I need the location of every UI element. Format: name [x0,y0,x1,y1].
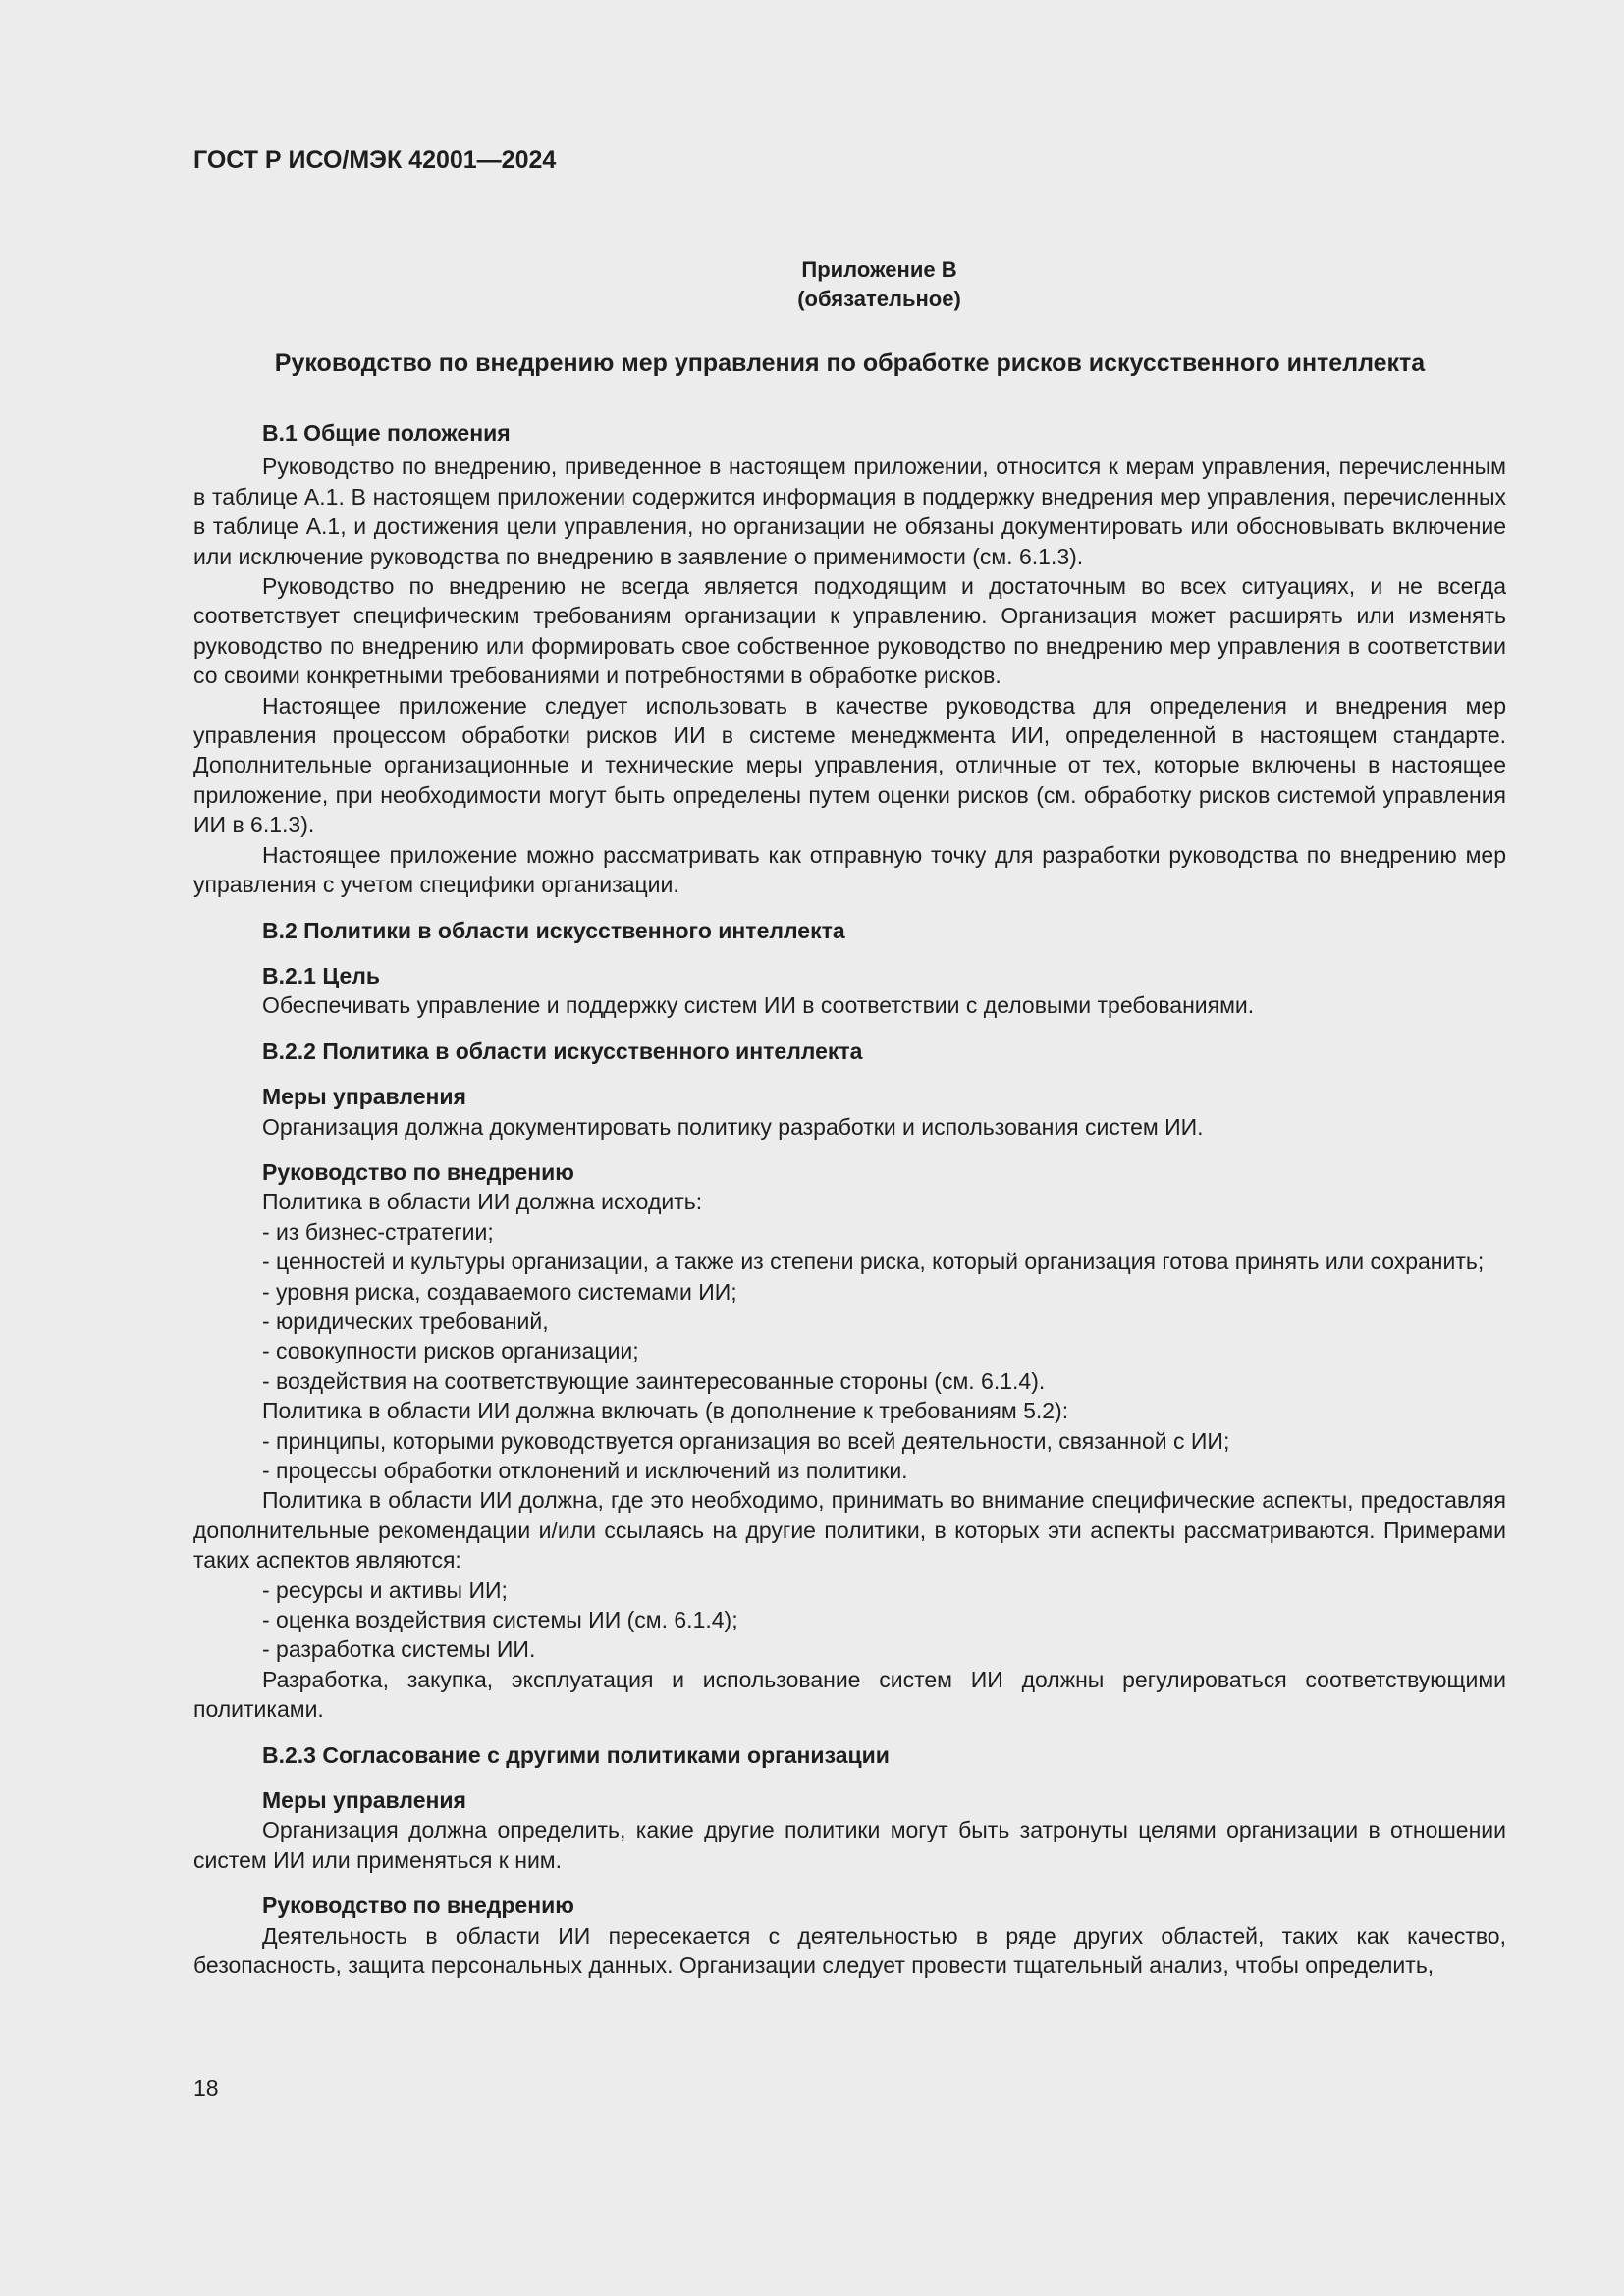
list-item: - ресурсы и активы ИИ; [262,1576,508,1603]
paragraph: Организация должна документировать политику разработки и использования систем ИИ. [262,1113,1204,1140]
annex-status: (обязательное) [797,287,961,311]
guidance-label: Руководство по внедрению [262,1158,574,1185]
section-b21-heading: В.2.1 Цель [262,962,380,988]
page-number: 18 [193,2075,219,2101]
section-b1-heading: В.1 Общие положения [262,420,511,446]
list-item: - уровня риска, создаваемого системами ИИ; [262,1278,737,1305]
list-item: - процессы обработки отклонений и исключений из политики. [262,1458,908,1483]
paragraph: Руководство по внедрению не всегда является подходящим и достаточным во всех ситуациях, и не всегда соответствует специфическим требованиям организации к управлению. Организация может расширять или изменять руководство по внедрению или формировать свое собственное руководство по внедрению мер управления в соответствии со своими конкретными требованиями и потребностями в обработке рисков. [193,573,1506,689]
paragraph: Политика в области ИИ должна исходить: [262,1189,703,1215]
list-item: - ценностей и культуры организации, а также из степени риска, который организация готова принять или сохранить; [262,1249,1485,1275]
control-label: Меры управления [262,1084,466,1110]
section-b23-heading: В.2.3 Согласование с другими политиками организации [262,1741,890,1768]
section-b22-heading: В.2.2 Политика в области искусственного интеллекта [262,1038,863,1064]
paragraph: Руководство по внедрению, приведенное в настоящем приложении, относится к мерам управления, перечисленным в таблице А.1. В настоящем приложении содержится информация в поддержку внедрения мер управления, перечисленных в таблице А.1, и достижения цели управления, но организации не обязаны документировать или обосновывать включение или исключение руководства по внедрению в заявление о применимости (см. 6.1.3). [193,454,1506,569]
list-item: - совокупности рисков организации; [262,1338,639,1364]
annex-label [193,255,1506,314]
paragraph: Настоящее приложение можно рассматривать как отправную точку для разработки руководства по внедрению мер управления с учетом специфики организации. [193,841,1506,898]
list-item: - оценка воздействия системы ИИ (см. 6.1.4); [262,1607,738,1633]
paragraph: Разработка, закупка, эксплуатация и использование систем ИИ должны регулироваться соответствующими политиками. [193,1666,1506,1723]
annex-name: Приложение В [801,257,957,282]
paragraph: Настоящее приложение следует использовать в качестве руководства для определения и внедрения мер управления процессом обработки рисков ИИ в системе менеджмента ИИ, определенной в настоящем стандарте. Дополнительные организационные и технические меры управления, отличные от тех, которые включены в настоящее приложение, при необходимости могут быть определены путем оценки рисков (см. обработку рисков системой управления ИИ в 6.1.3). [193,692,1506,838]
annex-title: Руководство по внедрению мер управления по обработке рисков искусственного интеллекта [274,349,1426,377]
paragraph: Деятельность в области ИИ пересекается с деятельностью в ряде других областей, таких как качество, безопасность, защита персональных данных. Организации следует провести тщательный анализ, чтобы определить, [193,1922,1506,1979]
guidance-label: Руководство по внедрению [262,1893,574,1919]
paragraph: Организация должна определить, какие другие политики могут быть затронуты целями организации в отношении систем ИИ или применяться к ним. [193,1817,1506,1873]
paragraph: Политика в области ИИ должна, где это необходимо, принимать во внимание специфические аспекты, предоставляя дополнительные рекомендации и/или ссылаясь на другие политики, в которых эти аспекты рассматриваются. Примерами таких аспектов являются: [193,1487,1506,1574]
control-label: Меры управления [262,1788,466,1814]
document-page [193,145,1506,1981]
paragraph: Политика в области ИИ должна включать (в дополнение к требованиям 5.2): [262,1398,1069,1424]
list-item: - воздействия на соответствующие заинтересованные стороны (см. 6.1.4). [262,1367,1046,1394]
list-item: - разработка системы ИИ. [262,1636,536,1663]
list-item: - из бизнес-стратегии; [262,1218,494,1245]
list-item: - юридических требований, [262,1308,549,1334]
section-b2-heading: В.2 Политики в области искусственного интеллекта [262,917,845,943]
list-item: - принципы, которыми руководствуется организация во всей деятельности, связанной с ИИ; [262,1427,1230,1454]
paragraph: Обеспечивать управление и поддержку систем ИИ в соответствии с деловыми требованиями. [262,992,1255,1019]
document-header: ГОСТ Р ИСО/МЭК 42001—2024 [193,146,557,174]
